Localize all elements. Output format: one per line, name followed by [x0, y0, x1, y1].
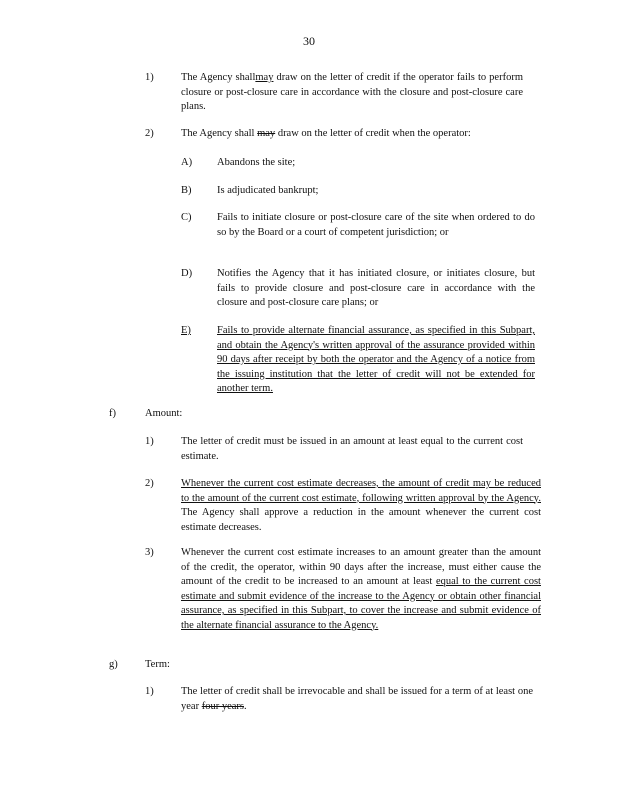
- paragraph: [217, 324, 535, 397]
- inserted-text: may: [255, 72, 274, 83]
- item-label: B): [181, 185, 192, 196]
- text-run: The Agency: [181, 72, 236, 83]
- paragraph: [181, 71, 523, 115]
- deleted-text: four years: [201, 700, 244, 712]
- text-run: draw on the letter of credit if the operator fails to perform closure or post-closure care in accordance with the closure and post-closure care plans.: [181, 72, 523, 112]
- text-run: Term:: [145, 659, 170, 670]
- text-run: The Agency shall approve a reduction in the amount whenever the current cost estimate decreases.: [181, 507, 541, 533]
- section-heading: [145, 658, 345, 673]
- paragraph: [217, 267, 535, 311]
- item-label: 1): [145, 436, 154, 447]
- text-run: Fails to initiate closure or post-closure care of the site when ordered to do so by the Board or a court of competent jurisdiction; or: [217, 212, 535, 238]
- text-run: shall: [235, 72, 256, 83]
- text-run: The letter of credit shall be irrevocable and shall be issued for a term of at least one year: [181, 686, 533, 712]
- item-label: 1): [145, 686, 154, 697]
- paragraph: [181, 435, 523, 464]
- text-run: Amount:: [145, 408, 183, 419]
- paragraph: [181, 546, 541, 633]
- text-run: The letter of credit must be issued in an amount at least equal to the current cost estimate.: [181, 436, 523, 462]
- item-label: 3): [145, 547, 154, 558]
- inserted-text: Whenever the current cost estimate decreases, the amount of credit may be reduced to the amount of the current cost estimate, following written approval by the Agency.: [181, 478, 541, 504]
- item-label: A): [181, 157, 193, 168]
- item-label: C): [181, 212, 192, 223]
- item-label: 2): [145, 128, 154, 139]
- item-label: E): [181, 325, 191, 336]
- text-run: Is adjudicated bankrupt;: [217, 185, 319, 196]
- text-run: draw on the letter of credit when the operator:: [275, 128, 471, 139]
- paragraph: [181, 477, 541, 535]
- text-run: The Agency shall: [181, 128, 258, 139]
- section-heading: [145, 407, 345, 422]
- paragraph: [217, 184, 535, 199]
- paragraph: [217, 211, 535, 240]
- paragraph: [181, 127, 523, 142]
- page-number: 30: [303, 34, 315, 48]
- item-label: 1): [145, 72, 154, 83]
- section-label: f): [109, 408, 116, 419]
- item-label: D): [181, 268, 193, 279]
- item-label: 2): [145, 478, 154, 489]
- deleted-text: may: [257, 128, 276, 139]
- inserted-text: equal to the current cost estimate and submit evidence of the increase to the Agency or obtain other financial assurance, as specified in this Subpart, to cover the increase and submit evidence of the alternate financial assurance to the Agency.: [181, 576, 541, 631]
- section-label: g): [109, 659, 118, 670]
- text-run: Abandons the site;: [217, 157, 296, 168]
- inserted-text: Fails to provide alternate financial assurance, as specified in this Subpart, and obtain the Agency's written approval of the assurance provided within 90 days after receipt by both the operator and the Agency of a notice from the issuing institution that the letter of credit will not be extended for another term.: [217, 325, 535, 394]
- text-run: Whenever the current cost estimate increases to an amount greater than the amount of the credit, the operator, within 90 days after the increase, must either cause the amount of the credit to be increased to an amount at least: [181, 547, 541, 587]
- paragraph: [217, 156, 535, 171]
- paragraph: [181, 685, 533, 714]
- text-run: .: [243, 700, 247, 712]
- text-run: Notifies the Agency that it has initiated closure, or initiates closure, but fails to provide closure and post-closure care in accordance with the closure and post-closure care plans; or: [217, 268, 535, 308]
